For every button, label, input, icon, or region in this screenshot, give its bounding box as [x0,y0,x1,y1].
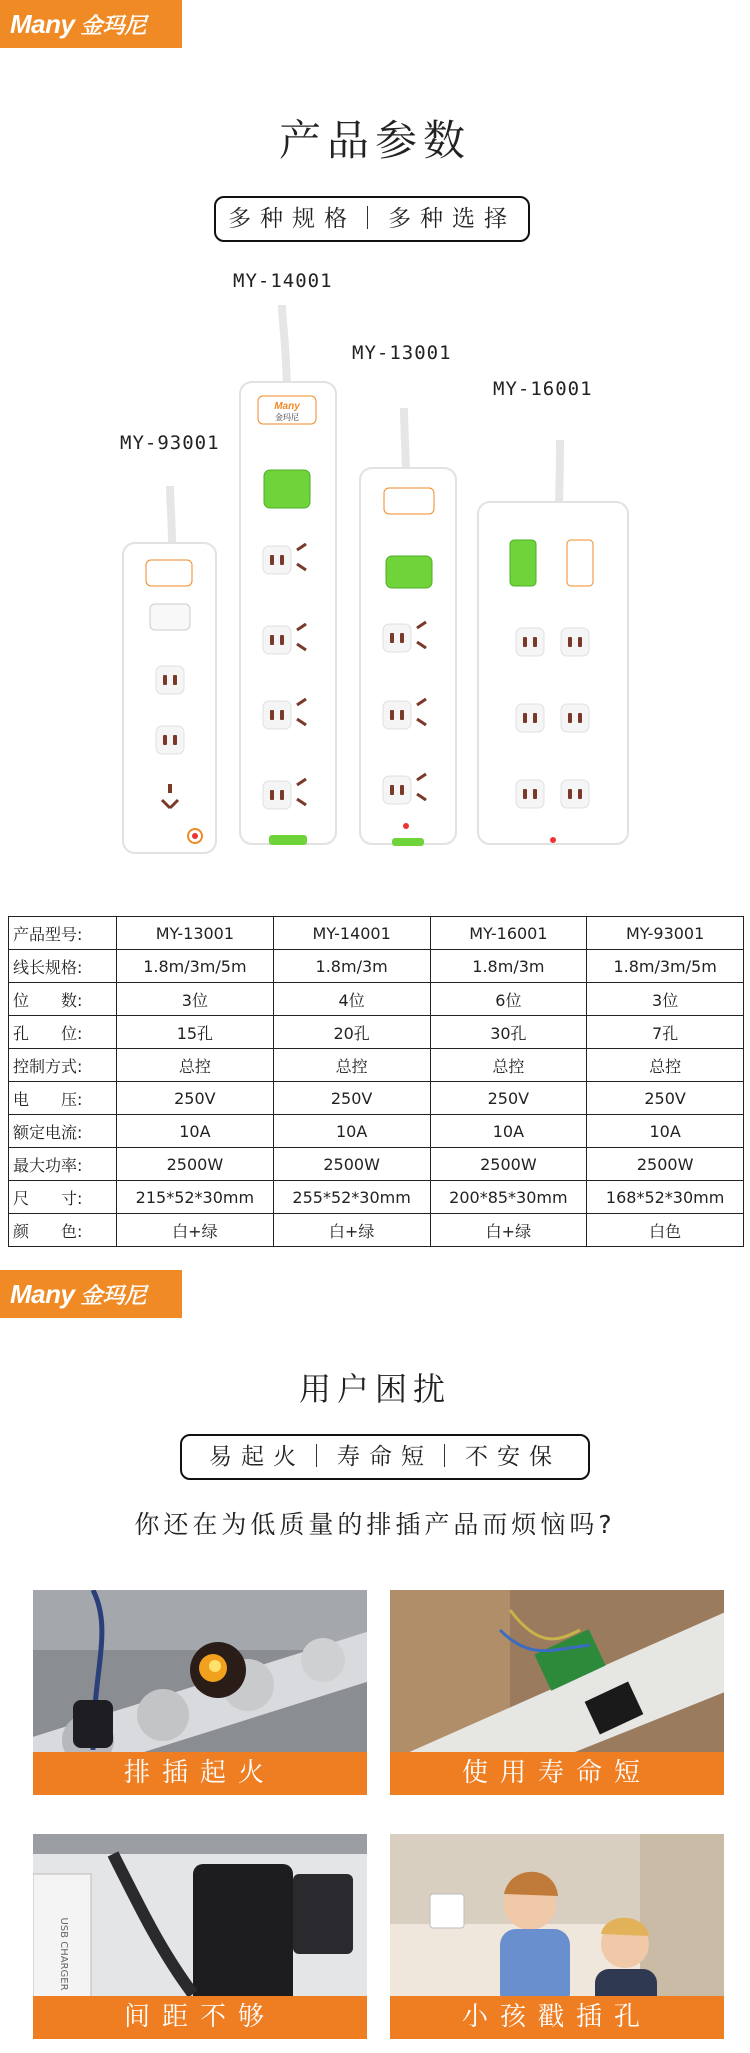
table-cell: 6位 [430,983,587,1016]
table-cell: 2500W [117,1148,274,1181]
table-cell: 20孔 [273,1016,430,1049]
photo-kids-outlet [390,1834,724,2039]
row-label: 额定电流: [9,1115,117,1148]
strip-my-14001 [240,305,336,845]
row-label: 线长规格: [9,950,117,983]
brand-logo [0,0,182,48]
table-header-label: 产品型号: [9,917,117,950]
table-row [9,1181,744,1214]
table-cell: 15孔 [117,1016,274,1049]
model-label-93001: MY-93001 [120,432,220,454]
table-cell: 250V [587,1082,744,1115]
usb-charger-label: USB CHARGER [58,1917,69,1991]
spec-table [8,916,744,1247]
row-label: 孔 位: [9,1016,117,1049]
table-cell: 4位 [273,983,430,1016]
table-row [9,1148,744,1181]
table-row [9,1016,744,1049]
table-cell: 白色 [587,1214,744,1247]
model-label-16001: MY-16001 [493,378,593,400]
row-label: 电 压: [9,1082,117,1115]
table-cell: 2500W [587,1148,744,1181]
table-row [9,1049,744,1082]
table-header-cell: MY-14001 [273,917,430,950]
table-cell: 10A [273,1115,430,1148]
model-label-14001: MY-14001 [233,270,333,292]
power-strips-illustration [0,300,750,900]
table-row [9,983,744,1016]
table-cell: 7孔 [587,1016,744,1049]
photo-strip-lifespan [390,1590,724,1795]
table-cell: 1.8m/3m [430,950,587,983]
table-cell: 总控 [587,1049,744,1082]
strip-my-13001 [360,408,456,846]
strip-logo-latin: Many [274,401,300,412]
brand-logo [0,1270,182,1318]
specs-tagline: 多种规格｜多种选择 [214,196,530,242]
photo-strip-spacing [33,1834,367,2039]
table-cell: 255*52*30mm [273,1181,430,1214]
table-cell: 白+绿 [273,1214,430,1247]
table-cell: 总控 [430,1049,587,1082]
table-row [9,1115,744,1148]
table-cell: 250V [117,1082,274,1115]
row-label: 控制方式: [9,1049,117,1082]
photo-caption: 排插起火 [33,1752,367,1795]
table-cell: 3位 [587,983,744,1016]
table-cell: 215*52*30mm [117,1181,274,1214]
table-cell: 总控 [273,1049,430,1082]
table-row [9,1082,744,1115]
photo-caption: 小孩戳插孔 [390,1996,724,2039]
brand-logo-latin: Many [10,8,75,39]
table-row [9,950,744,983]
table-cell: 3位 [117,983,274,1016]
table-cell: 30孔 [430,1016,587,1049]
strip-my-93001 [123,486,216,853]
table-row [9,1214,744,1247]
section-title-pain-points: 用户困扰 [298,1370,451,1408]
table-cell: 10A [587,1115,744,1148]
table-cell: 白+绿 [117,1214,274,1247]
brand-logo-latin: Many [10,1278,75,1309]
table-row-header [9,917,744,950]
table-cell: 1.8m/3m [273,950,430,983]
row-label: 最大功率: [9,1148,117,1181]
row-label: 颜 色: [9,1214,117,1247]
brand-logo-cjk: 金玛尼 [80,13,147,39]
table-cell: 10A [117,1115,274,1148]
pain-points-question: 你还在为低质量的排插产品而烦恼吗? [134,1510,616,1539]
model-label-13001: MY-13001 [352,342,452,364]
photo-caption: 使用寿命短 [390,1752,724,1795]
brand-logo-cjk: 金玛尼 [80,1283,147,1309]
table-cell: 10A [430,1115,587,1148]
table-cell: 2500W [430,1148,587,1181]
table-cell: 1.8m/3m/5m [117,950,274,983]
strip-logo-cjk: 金玛尼 [275,413,299,422]
row-label: 位 数: [9,983,117,1016]
table-cell: 白+绿 [430,1214,587,1247]
table-cell: 168*52*30mm [587,1181,744,1214]
table-cell: 200*85*30mm [430,1181,587,1214]
section-title-specs: 产品参数 [278,116,471,165]
table-cell: 250V [273,1082,430,1115]
photo-strip-fire [33,1590,367,1795]
pain-points-tagline: 易起火｜寿命短｜不安保 [180,1434,590,1480]
photo-caption: 间距不够 [33,1996,367,2039]
table-header-cell: MY-16001 [430,917,587,950]
table-cell: 总控 [117,1049,274,1082]
table-header-cell: MY-93001 [587,917,744,950]
table-header-cell: MY-13001 [117,917,274,950]
table-cell: 2500W [273,1148,430,1181]
table-cell: 1.8m/3m/5m [587,950,744,983]
strip-my-16001 [478,440,628,844]
row-label: 尺 寸: [9,1181,117,1214]
table-cell: 250V [430,1082,587,1115]
